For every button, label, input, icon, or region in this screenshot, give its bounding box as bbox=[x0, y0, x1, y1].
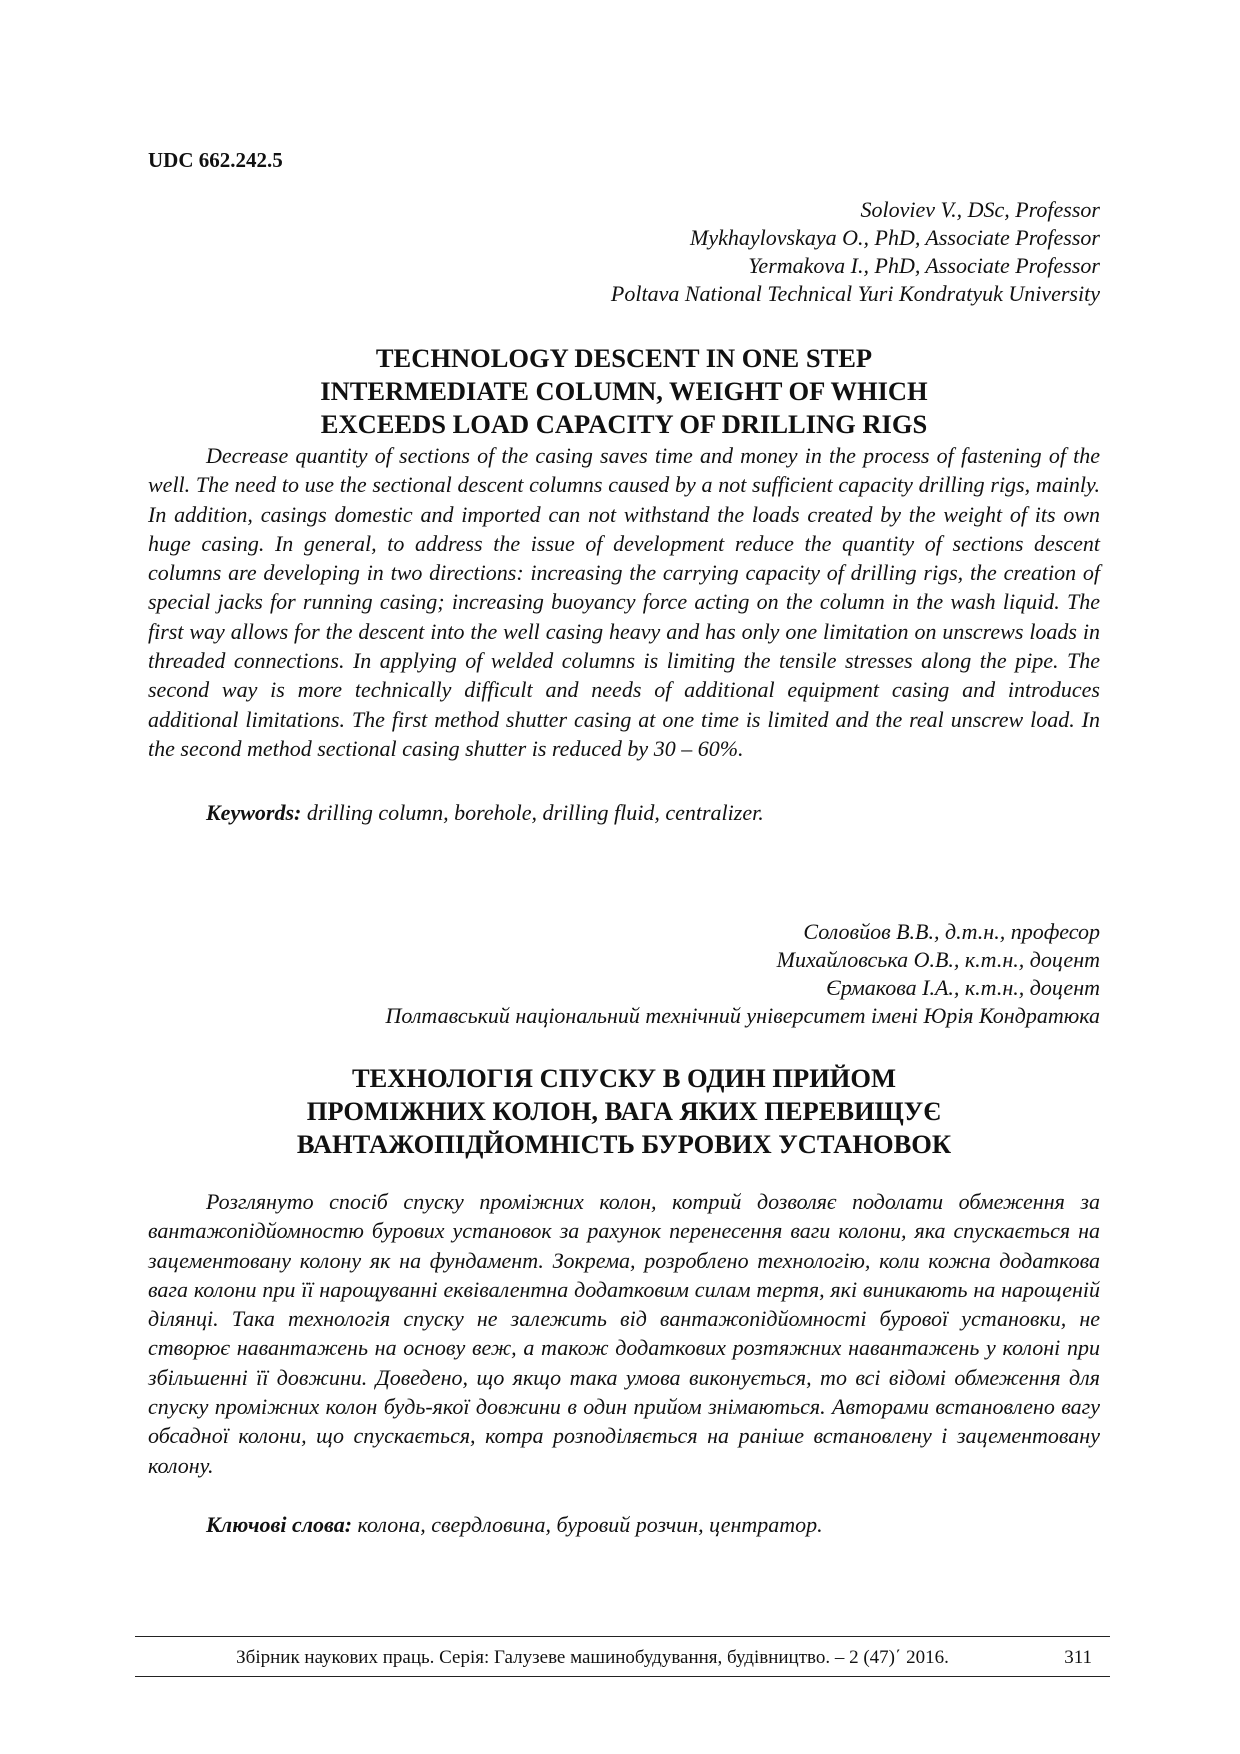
udc-code: UDC 662.242.5 bbox=[148, 148, 283, 172]
keywords-text: колона, свердловина, буровий розчин, центратор. bbox=[352, 1512, 823, 1537]
author-line: Soloviev V., DSc, Professor bbox=[860, 197, 1100, 222]
ukrainian-abstract: Розглянуто спосіб спуску проміжних колон, котрий дозволяє подолати обмеження за вантажопідйомностю бурових установок за рахунок перенесення ваги колони, яка спускається на зацементовану колону як на фундамент. Зокрема, розроблено технологію, коли кожна додаткова вага колони при її нарощуванні еквівалентна додатковим силам тертя, які виникають на нарощеній ділянці. Така технологія спуску не залежить від вантажопідйомності бурової установки, не створює навантажень на основу веж, а також додаткових розтяжних навантажень у колоні при збільшенні її довжини. Доведено, що якщо така умова виконується, то всі відомі обмеження для спуску проміжних колон будь-якої довжини в один прийом знімаються. Авторами встановлено вагу обсадної колони, що спускається, котра розподіляється на раніше встановлену і зацементовану колону. bbox=[148, 1189, 1100, 1478]
english-title bbox=[148, 342, 1100, 441]
author-line: Yermakova I., PhD, Associate Professor bbox=[748, 253, 1100, 278]
author-line: Соловйов В.В., д.т.н., професор bbox=[803, 919, 1100, 944]
title-line: TECHNOLOGY DESCENT IN ONE STEP bbox=[375, 343, 873, 373]
author-line: Михайловська О.В., к.т.н., доцент bbox=[776, 947, 1100, 972]
author-line: Єрмакова І.А., к.т.н., доцент bbox=[826, 975, 1100, 1000]
journal-citation: Збірник наукових праць. Серія: Галузеве машинобудування, будівництво. – 2 (47)΄ 2016. bbox=[236, 1647, 949, 1668]
ukrainian-title bbox=[148, 1062, 1100, 1161]
english-author-block bbox=[611, 196, 1100, 308]
ukrainian-keywords bbox=[148, 1510, 1100, 1539]
title-line: ТЕХНОЛОГІЯ СПУСКУ В ОДИН ПРИЙОМ bbox=[351, 1063, 897, 1093]
page-footer bbox=[135, 1646, 1110, 1670]
ukrainian-author-block bbox=[385, 918, 1100, 1030]
english-keywords bbox=[148, 798, 1100, 827]
affiliation-line: Полтавський національний технічний університет імені Юрія Кондратюка bbox=[385, 1003, 1100, 1028]
footer-bottom-rule bbox=[135, 1676, 1110, 1677]
english-abstract: Decrease quantity of sections of the casing saves time and money in the process of fastening of the well. The need to use the sectional descent columns caused by a not sufficient capacity drilling rigs, mainly. In addition, casings domestic and imported can not withstand the loads created by the weight of its own huge casing. In general, to address the issue of development reduce the quantity of sections descent columns are developing in two directions: increasing the carrying capacity of drilling rigs, the creation of special jacks for running casing; increasing buoyancy force acting on the column in the wash liquid. The first way allows for the descent into the well casing heavy and has only one limitation on unscrews loads in threaded connections. In applying of welded columns is limiting the tensile stresses along the pipe. The second way is more technically difficult and needs of additional equipment casing and introduces additional limitations. The first method shutter casing at one time is limited and the real unscrew load. In the second method sectional casing shutter is reduced by 30 – 60%. bbox=[148, 443, 1100, 761]
title-line: ПРОМІЖНИХ КОЛОН, ВАГА ЯКИХ ПЕРЕВИЩУЄ bbox=[306, 1096, 942, 1126]
keywords-label: Keywords: bbox=[206, 800, 302, 825]
title-line: INTERMEDIATE COLUMN, WEIGHT OF WHICH bbox=[320, 376, 928, 406]
keywords-label: Ключові слова: bbox=[206, 1512, 353, 1537]
page-number: 311 bbox=[1064, 1647, 1092, 1668]
author-line: Mykhaylovskaya O., PhD, Associate Professor bbox=[690, 225, 1100, 250]
keywords-text: drilling column, borehole, drilling fluid, centralizer. bbox=[301, 800, 764, 825]
affiliation-line: Poltava National Technical Yuri Kondratyuk University bbox=[610, 281, 1100, 306]
footer-top-rule bbox=[135, 1636, 1110, 1637]
title-line: EXCEEDS LOAD CAPACITY OF DRILLING RIGS bbox=[320, 409, 928, 439]
title-line: ВАНТАЖОПІДЙОМНІСТЬ БУРОВИХ УСТАНОВОК bbox=[296, 1129, 952, 1159]
